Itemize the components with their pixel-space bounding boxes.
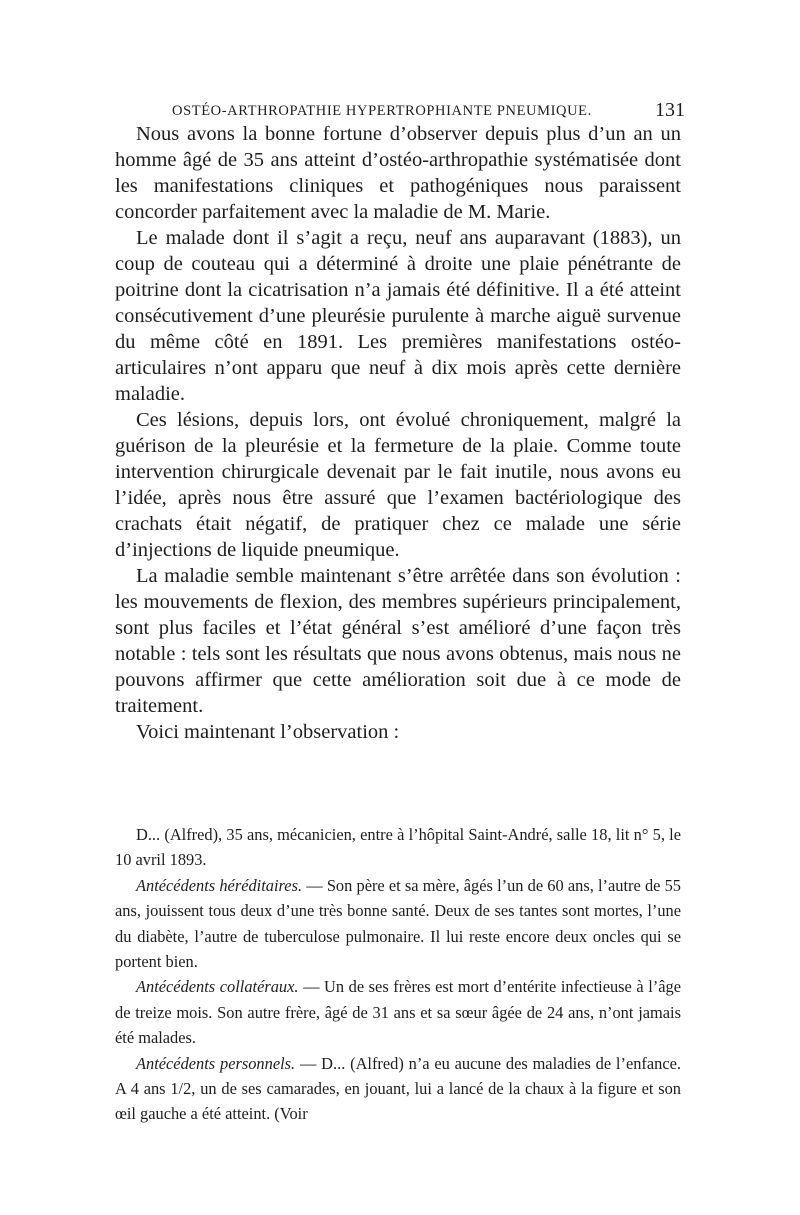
personal-paragraph [115,1051,681,1127]
personal-text: — D... (Alfred) n’a eu aucune des maladies de l’enfance. A 4 ans 1/2, un de ses camarades, en jouant, lui a lancé de la chaux à la figure et son œil gauche a été atteint. (Voir [115,1053,681,1124]
paragraph: Nous avons la bonne fortune d’observer depuis plus d’un an un homme âgé de 35 ans atteint d’ostéo-arthropathie systématisée dont les manifestations cliniques et pathogéniques nous paraissent concorder parfaitement avec la maladie de M. Marie. [115,123,681,223]
paragraph: Voici maintenant l’observation : [136,721,400,743]
hereditary-text: — Son père et sa mère, âgés l’un de 60 ans, l’autre de 55 ans, jouissent tous deux d’une très bonne santé. Deux de ses tantes sont mortes, l’une du diabète, l’autre de tuberculose pulmonaire. Il lui reste encore deux oncles qui se portent bien. [115,875,681,972]
paragraph: Le malade dont il s’agit a reçu, neuf ans auparavant (1883), un coup de couteau qui a déterminé à droite une plaie pénétrante de poitrine dont la cicatrisation n’a jamais été définitive. Il a été atteint consécutivement d’une pleurésie purulente à marche aiguë survenue du même côté en 1891. Les premières manifestations ostéo-articulaires n’ont apparu que neuf à dix mois après cette dernière maladie. [115,227,681,405]
hereditary-label: Antécédents héréditaires. [136,875,303,895]
running-title: OSTÉO-ARTHROPATHIE HYPERTROPHIANTE PNEUMIQUE. [172,103,592,119]
observation-intro: D... (Alfred), 35 ans, mécanicien, entre à l’hôpital Saint-André, salle 18, lit n° 5, le 10 avril 1893. [115,825,681,870]
collateral-text: — Un de ses frères est mort d’entérite infectieuse à l’âge de treize mois. Son autre frère, âgé de 31 ans et sa sœur âgée de 24 ans, n’ont jamais été malades. [115,977,681,1048]
paragraph: Ces lésions, depuis lors, ont évolué chroniquement, malgré la guérison de la pleurésie et la fermeture de la plaie. Comme toute intervention chirurgicale devenait par le fait inutile, nous avons eu l’idée, après nous être assuré que l’examen bactériologique des crachats était négatif, de pratiquer chez ce malade une série d’injections de liquide pneumique. [115,409,681,561]
collateral-paragraph [115,974,681,1050]
personal-label: Antécédents personnels. [136,1053,296,1073]
collateral-label: Antécédents collatéraux. [136,977,299,997]
hereditary-paragraph [115,873,681,975]
paragraph: La maladie semble maintenant s’être arrêtée dans son évolution : les mouvements de flexion, des membres supérieurs principalement, sont plus faciles et l’état général s’est amélioré d’une façon très notable : tels sont les résultats que nous avons obtenus, mais nous ne pouvons affirmer que cette amélioration soit due à ce mode de traitement. [115,565,681,717]
page-number: 131 [655,99,685,121]
main-text [115,121,681,745]
observation-text [115,822,681,1127]
